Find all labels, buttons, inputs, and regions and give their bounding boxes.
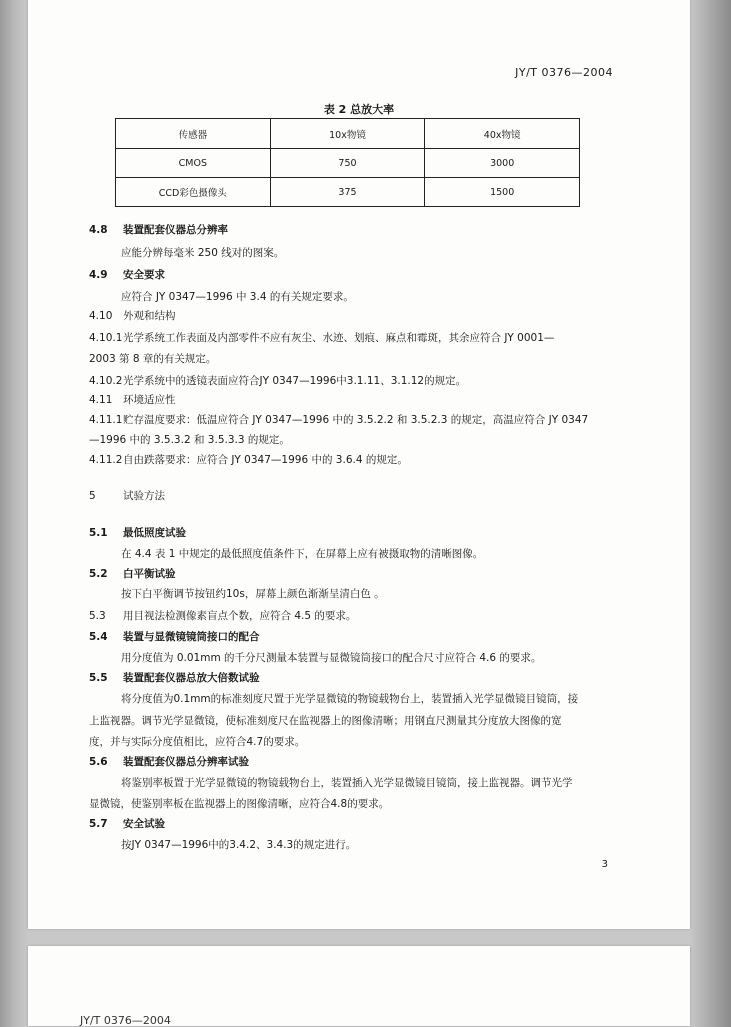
clause-text: 光学系统工作表面及内部零件不应有灰尘、水迹、划痕、麻点和霉斑，其余应符合 JY 0001— (123, 332, 555, 344)
text-line (89, 393, 176, 407)
clause-text: 将分度值为0.1mm的标准刻度尺置于光学显微镜的物镜载物台上，装置插入光学显微镜目镜筒，接 (121, 693, 579, 705)
table-title: 表 2 总放大率 (323, 103, 395, 116)
clause-number: 5.1 (89, 527, 108, 539)
table-cell: CCD彩色摄像头 (116, 178, 271, 207)
clause-number: 5.7 (89, 818, 108, 830)
clause-text: 显微镜，使鉴别率板在监视器上的图像清晰，应符合4.8的要求。 (89, 798, 390, 810)
page-number: 3 (601, 859, 608, 870)
text-line (89, 352, 216, 366)
clause-text: 装置配套仪器总分辨率 (123, 224, 228, 236)
clause-number: 5.5 (89, 672, 108, 684)
text-line (89, 630, 260, 644)
table-cell: 1500 (425, 178, 580, 207)
text-line (121, 290, 354, 304)
clause-text: 用目视法检测像素盲点个数，应符合 4.5 的要求。 (123, 610, 357, 622)
clause-text: 环境适应性 (123, 394, 176, 406)
table-header-row (116, 119, 580, 149)
clause-number: 4.9 (89, 269, 108, 281)
text-line (89, 567, 176, 581)
clause-number: 4.10.2 (89, 375, 123, 387)
clause-text: 用分度值为 0.01mm 的千分尺测量本装置与显微镜筒接口的配合尺寸应符合 4.6 的要求。 (121, 652, 542, 664)
text-line (89, 489, 165, 503)
clause-text: 装置配套仪器总放大倍数试验 (123, 672, 260, 684)
text-line (89, 268, 165, 282)
clause-text: 应符合 JY 0347—1996 中 3.4 的有关规定要求。 (121, 291, 354, 303)
clause-text: 安全要求 (123, 269, 165, 281)
table-header-cell: 传感器 (116, 119, 271, 149)
text-line (121, 651, 541, 665)
clause-text: 外观和结构 (123, 310, 176, 322)
clause-text: 贮存温度要求：低温应符合 JY 0347—1996 中的 3.5.2.2 和 3.5.2.3 的规定，高温应符合 JY 0347 (123, 414, 589, 426)
text-line (89, 413, 588, 427)
clause-text: —1996 中的 3.5.3.2 和 3.5.3.3 的规定。 (89, 434, 290, 446)
clause-text: 应能分辨每毫米 250 线对的图案。 (121, 247, 285, 259)
clause-number: 5.2 (89, 568, 108, 580)
clause-text: 试验方法 (123, 490, 165, 502)
table-cell: CMOS (116, 149, 271, 178)
text-line (121, 547, 483, 561)
table-cell: 375 (270, 178, 425, 207)
text-line (89, 526, 186, 540)
clause-text: 安全试验 (123, 818, 165, 830)
table-row (116, 149, 580, 178)
text-line (121, 776, 573, 790)
clause-number: 4.8 (89, 224, 108, 236)
text-line (89, 433, 290, 447)
clause-text: 最低照度试验 (123, 527, 186, 539)
text-line (89, 331, 554, 345)
text-line (89, 309, 176, 323)
text-line (89, 797, 389, 811)
clause-number: 5.3 (89, 610, 106, 622)
table-cell: 3000 (425, 149, 580, 178)
clause-number: 5 (89, 490, 96, 502)
standard-code: JY/T 0376—2004 (515, 66, 613, 79)
clause-text: 光学系统中的透镜表面应符合JY 0347—1996中3.1.11、3.1.12的规定。 (123, 375, 467, 387)
text-line (89, 609, 356, 623)
table-cell: 750 (270, 149, 425, 178)
clause-number: 4.10 (89, 310, 113, 322)
clause-text: 按JY 0347—1996中的3.4.2、3.4.3的规定进行。 (121, 839, 357, 851)
table-header-cell: 40x物镜 (425, 119, 580, 149)
clause-text: 上监视器。调节光学显微镜，使标准刻度尺在监视器上的图像清晰；用钢直尺测量其分度放大图像的宽 (89, 715, 562, 727)
clause-number: 4.10.1 (89, 332, 123, 344)
clause-number: 4.11 (89, 394, 113, 406)
text-line (121, 246, 284, 260)
clause-text: 装置与显微镜镜筒接口的配合 (123, 631, 260, 643)
clause-number: 4.11.2 (89, 454, 123, 466)
clause-number: 4.11.1 (89, 414, 123, 426)
text-line (89, 223, 228, 237)
clause-text: 在 4.4 表 1 中规定的最低照度值条件下，在屏幕上应有被摄取物的清晰图像。 (121, 548, 484, 560)
clause-number: 5.6 (89, 756, 108, 768)
clause-text: 2003 第 8 章的有关规定。 (89, 353, 217, 365)
text-line (121, 838, 356, 852)
table-row (116, 178, 580, 207)
text-line (89, 453, 408, 467)
clause-text: 装置配套仪器总分辨率试验 (123, 756, 249, 768)
clause-text: 按下白平衡调节按钮约10s，屏幕上颜色渐渐呈清白色 。 (121, 588, 385, 600)
clause-text: 自由跌落要求：应符合 JY 0347—1996 中的 3.6.4 的规定。 (123, 454, 408, 466)
text-line (89, 735, 305, 749)
table-header-cell: 10x物镜 (270, 119, 425, 149)
clause-text: 将鉴别率板置于光学显微镜的物镜载物台上，装置插入光学显微镜目镜筒，接上监视器。调节光学 (121, 777, 573, 789)
next-page-code: JY/T 0376—2004 (80, 1014, 171, 1027)
clause-text: 白平衡试验 (123, 568, 176, 580)
text-line (89, 755, 249, 769)
clause-number: 5.4 (89, 631, 108, 643)
document-page (28, 0, 690, 929)
text-line (121, 692, 578, 706)
text-line (121, 587, 385, 601)
magnification-table (115, 118, 580, 207)
text-line (89, 671, 260, 685)
text-line (89, 817, 165, 831)
clause-text: 度，并与实际分度值相比，应符合4.7的要求。 (89, 736, 306, 748)
text-line (89, 714, 562, 728)
text-line (89, 374, 466, 388)
